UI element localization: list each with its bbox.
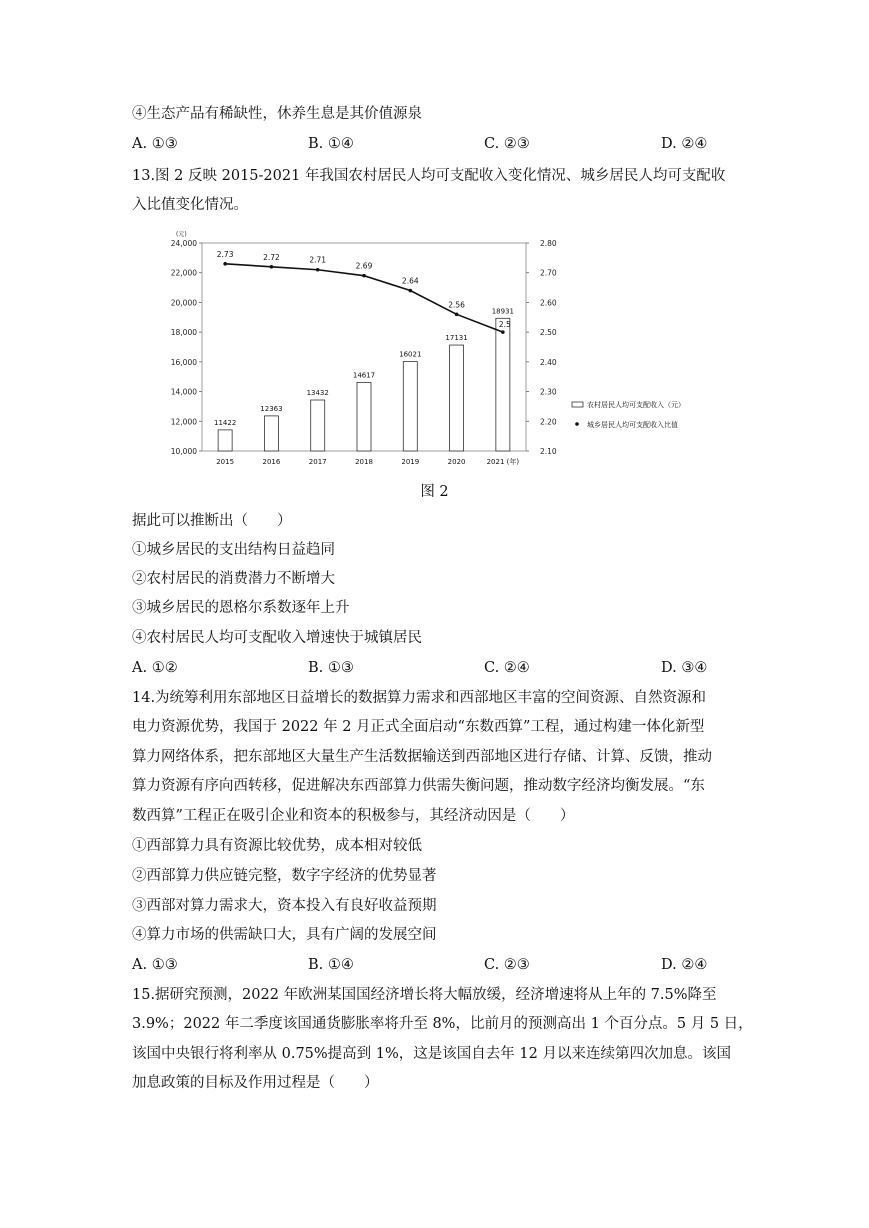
y-axis-tick-label: 14,000 <box>170 387 197 397</box>
option-a[interactable]: A. ①③ <box>132 957 178 973</box>
ratio-label: 2.64 <box>401 276 419 286</box>
bar-2017 <box>311 400 325 451</box>
y-axis-tick-label: 12,000 <box>170 417 197 427</box>
bar-label: 18931 <box>491 307 514 316</box>
question-14-stem-line-3: 算力网络体系，把东部地区大量生产生活数据输送到西部地区进行存储、计算、反馈，推动 <box>132 749 712 765</box>
bar-label: 13432 <box>306 389 329 398</box>
legend-line-label: 城乡居民人均可支配收入比值 <box>587 421 678 429</box>
y-axis-tick-label: 10,000 <box>170 447 197 456</box>
y-axis-tick-label: 22,000 <box>170 268 197 278</box>
income-chart <box>160 226 760 476</box>
ratio-point-2020 <box>455 313 459 317</box>
ratio-label: 2.5 <box>498 320 511 330</box>
y2-axis-tick-label: 2.70 <box>540 268 557 278</box>
question-14-item-1: ①西部算力具有资源比较优势，成本相对较低 <box>132 838 422 854</box>
figure-caption: 图 2 <box>420 484 449 500</box>
ratio-label: 2.69 <box>355 261 373 271</box>
option-d[interactable]: D. ②④ <box>661 136 708 152</box>
ratio-point-2015 <box>223 262 227 266</box>
ratio-label: 2.71 <box>309 255 327 265</box>
question-14-stem-line-1: 14.为统筹利用东部地区日益增长的数据算力需求和西部地区丰富的空间资源、自然资源和 <box>132 690 707 706</box>
option-a[interactable]: A. ①② <box>132 660 178 676</box>
option-b[interactable]: B. ①④ <box>308 957 354 973</box>
ratio-point-2019 <box>408 289 412 293</box>
question-13-stem-line-1: 13.图 2 反映 2015-2021 年我国农村居民人均可支配收入变化情况、城乡居民人均可支配收 <box>132 168 726 184</box>
question-12-options <box>132 134 732 154</box>
legend-line-swatch <box>575 422 579 426</box>
ratio-point-2018 <box>362 274 366 278</box>
ratio-label: 2.73 <box>216 249 234 259</box>
legend-bar-label: 农村居民人均可支配收入（元） <box>587 401 685 409</box>
question-13-stem-line-2: 入比值变化情况。 <box>132 197 248 213</box>
bar-label: 14617 <box>352 371 376 380</box>
x-axis-tick-label: 2016 <box>262 458 281 466</box>
y2-axis-tick-label: 2.50 <box>540 328 557 338</box>
option-b[interactable]: B. ①③ <box>308 660 354 676</box>
y2-axis-tick-label: 2.10 <box>540 447 557 456</box>
bar-2020 <box>450 345 464 451</box>
ratio-point-2017 <box>316 268 320 272</box>
y-axis-tick-label: 16,000 <box>170 357 197 367</box>
bar-label: 16021 <box>399 350 422 359</box>
option-d[interactable]: D. ②④ <box>661 957 708 973</box>
ratio-point-2021 <box>501 330 505 334</box>
option-b[interactable]: B. ①④ <box>308 136 354 152</box>
bar-2019 <box>403 362 417 451</box>
x-axis-tick-label: 2021 (年) <box>486 458 520 466</box>
question-14-options <box>132 955 732 975</box>
bar-label: 11422 <box>214 418 237 427</box>
x-axis-tick-label: 2018 <box>355 458 373 466</box>
bar-2021 <box>496 318 510 451</box>
option-d[interactable]: D. ③④ <box>661 660 708 676</box>
question-14-stem-line-4: 算力资源有序向西转移，促进解决东西部算力供需失衡问题，推动数字经济均衡发展。“东 <box>132 778 705 794</box>
bar-2015 <box>218 430 232 451</box>
question-15-stem-line-3: 该国中央银行将利率从 0.75%提高到 1%，这是该国自去年 12 月以来连续第四次加息。该国 <box>132 1046 731 1062</box>
option-c[interactable]: C. ②③ <box>484 136 530 152</box>
question-13-item-1: ①城乡居民的支出结构日益趋同 <box>132 542 335 558</box>
y-axis-tick-label: 18,000 <box>170 328 197 338</box>
option-c[interactable]: C. ②③ <box>484 957 530 973</box>
y2-axis-tick-label: 2.20 <box>540 417 557 427</box>
question-13-item-2: ②农村居民的消费潜力不断增大 <box>132 571 335 587</box>
question-12-item-4: ④生态产品有稀缺性，休养生息是其价值源泉 <box>132 106 422 122</box>
x-axis-tick-label: 2015 <box>216 458 235 466</box>
legend-bar-swatch <box>572 402 583 407</box>
ratio-label: 2.56 <box>448 300 465 310</box>
x-axis-tick-label: 2020 <box>447 458 466 466</box>
question-14-item-3: ③西部对算力需求大，资本投入有良好收益预期 <box>132 898 437 914</box>
bar-label: 17131 <box>445 334 468 343</box>
y2-axis-tick-label: 2.40 <box>540 357 557 367</box>
x-axis-tick-label: 2019 <box>401 458 420 466</box>
ratio-point-2016 <box>270 265 274 269</box>
y-axis-tick-label: 24,000 <box>170 239 197 248</box>
question-14-stem-line-5: 数西算”工程正在吸引企业和资本的积极参与，其经济动因是（ ） <box>132 808 575 824</box>
question-13-item-4: ④农村居民人均可支配收入增速快于城镇居民 <box>132 630 422 646</box>
question-14-item-4: ④算力市场的供需缺口大，具有广阔的发展空间 <box>132 927 437 943</box>
y2-axis-tick-label: 2.80 <box>540 239 557 248</box>
question-13-prompt: 据此可以推断出（ ） <box>132 513 292 529</box>
question-14-item-2: ②西部算力供应链完整，数字字经济的优势显著 <box>132 868 437 884</box>
question-15-stem-line-1: 15.据研究预测，2022 年欧洲某国国经济增长将大幅放缓，经济增速将从上年的 7.5%降至 <box>132 987 717 1003</box>
question-15-stem-line-4: 加息政策的目标及作用过程是（ ） <box>132 1075 379 1091</box>
y-axis-tick-label: 20,000 <box>170 298 197 308</box>
question-14-stem-line-2: 电力资源优势，我国于 2022 年 2 月正式全面启动“东数西算”工程，通过构建一体化新型 <box>132 719 705 735</box>
option-a[interactable]: A. ①③ <box>132 136 178 152</box>
option-c[interactable]: C. ②④ <box>484 660 530 676</box>
question-13-item-3: ③城乡居民的恩格尔系数逐年上升 <box>132 600 350 616</box>
bar-2018 <box>357 382 371 451</box>
bar-2016 <box>264 416 278 451</box>
bar-label: 12363 <box>260 404 283 413</box>
ratio-label: 2.72 <box>263 252 280 262</box>
question-13-options <box>132 658 732 678</box>
y2-axis-tick-label: 2.60 <box>540 298 557 308</box>
x-axis-tick-label: 2017 <box>308 458 327 466</box>
question-15-stem-line-2: 3.9%；2022 年二季度该国通货膨胀率将升至 8%，比前月的预测高出 1 个百分点。5 月 5 日， <box>132 1016 753 1032</box>
y-axis-unit: (元) <box>176 231 187 238</box>
y2-axis-tick-label: 2.30 <box>540 387 557 397</box>
